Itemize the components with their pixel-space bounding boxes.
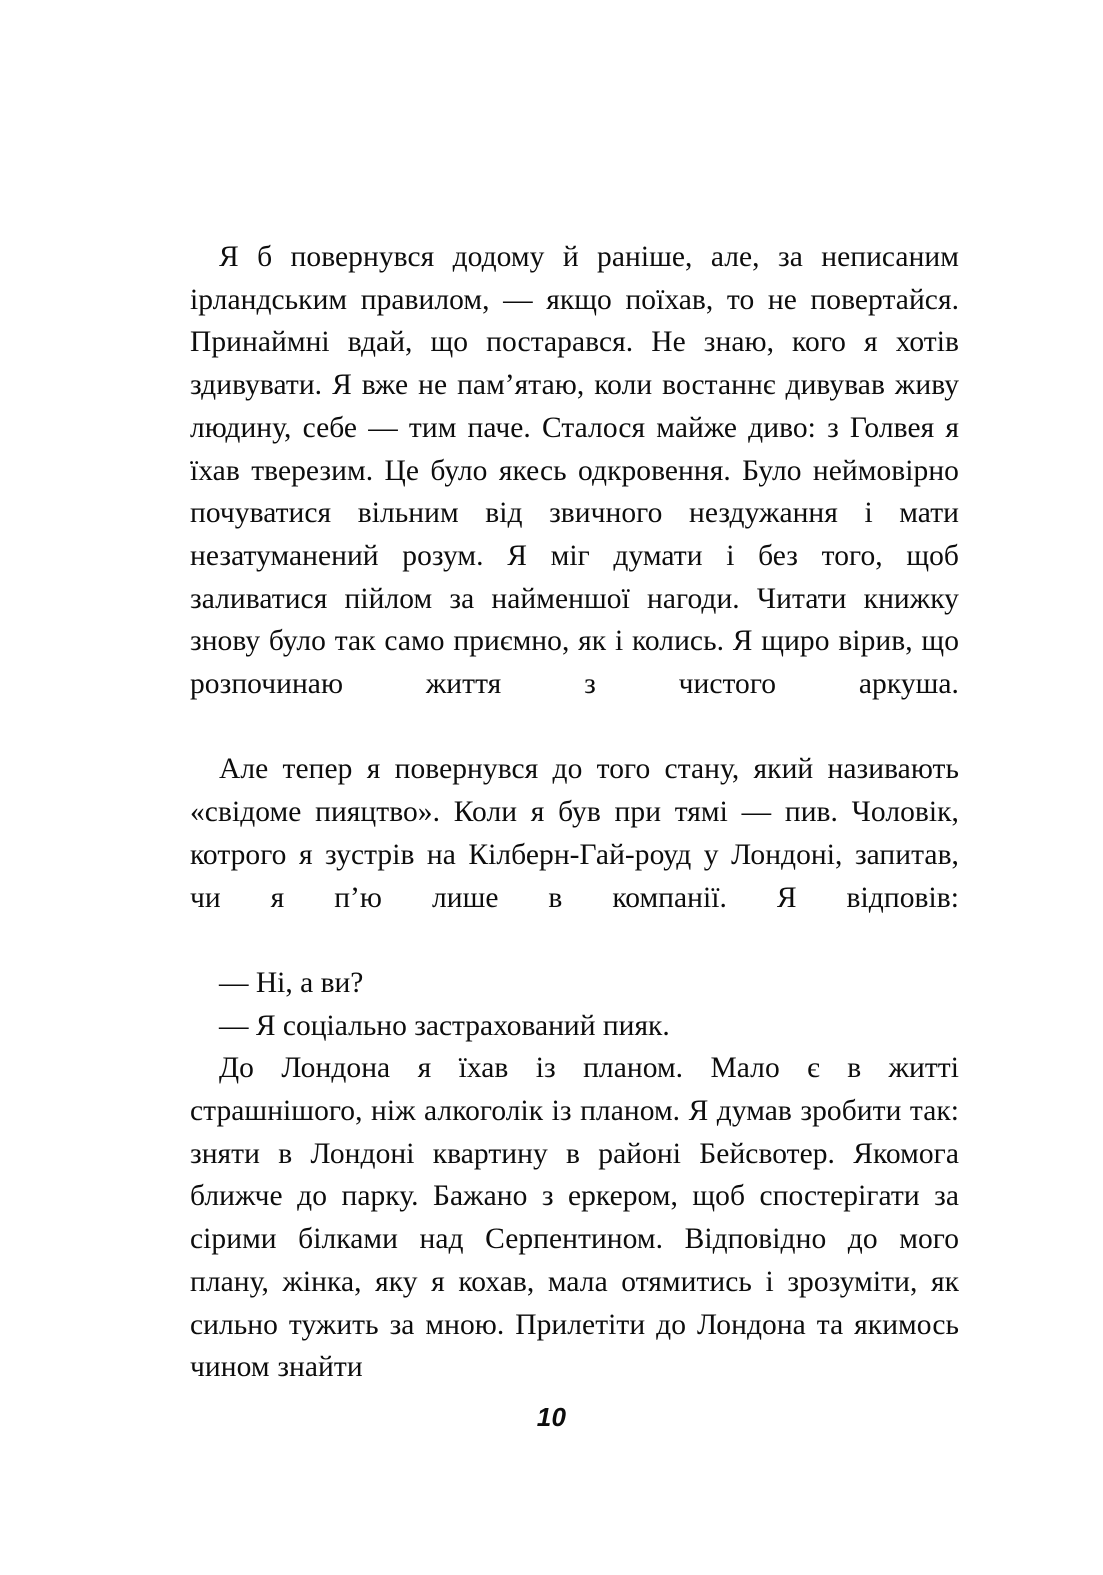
- page-number: 10: [536, 1402, 567, 1432]
- paragraph: Я б повернувся додому й раніше, але, за неписаним ірландським правилом, — якщо поїхав, то не повертайся. Принаймні вдай, що постарався. Не знаю, кого я хотів здивувати. Я вже не пам’ятаю, коли востаннє дивував живу людину, себе — тим паче. Сталося майже диво: з Голвея я їхав тверезим. Це було якесь одкровення. Було неймовірно почуватися вільним від звичного нездужання і мати незатуманений розум. Я міг думати і без того, щоб заливатися пійлом за найменшої нагоди. Читати книжку знову було так само приємно, як і колись. Я щиро вірив, що розпочинаю життя з чистого аркуша.: [190, 241, 959, 701]
- body-text-column: [190, 236, 959, 1389]
- dialogue-line: — Я соціально застрахований пияк.: [219, 1009, 670, 1042]
- paragraph: До Лондона я їхав із планом. Мало є в житті страшнішого, ніж алкоголік із планом. Я думав зробити так: зняти в Лондоні квартину в районі Бейсвотер. Якомога ближче до парку. Бажано з еркером, щоб спостерігати за сірими білками над Серпентином. Відповідно до мого плану, жінка, яку я кохав, мала отямитись і зрозуміти, як сильно тужить за мною. Прилетіти до Лондона та якимось чином знайти: [190, 1052, 959, 1384]
- paragraph: Але тепер я повернувся до того стану, який називають «свідоме пияцтво». Коли я був при тямі — пив. Чоловік, котрого я зустрів на Кілберн-Гай-роуд у Лондоні, запитав, чи я п’ю лише в компанії. Я відповів:: [190, 753, 959, 914]
- dialogue-line: — Ні, а ви?: [219, 966, 364, 999]
